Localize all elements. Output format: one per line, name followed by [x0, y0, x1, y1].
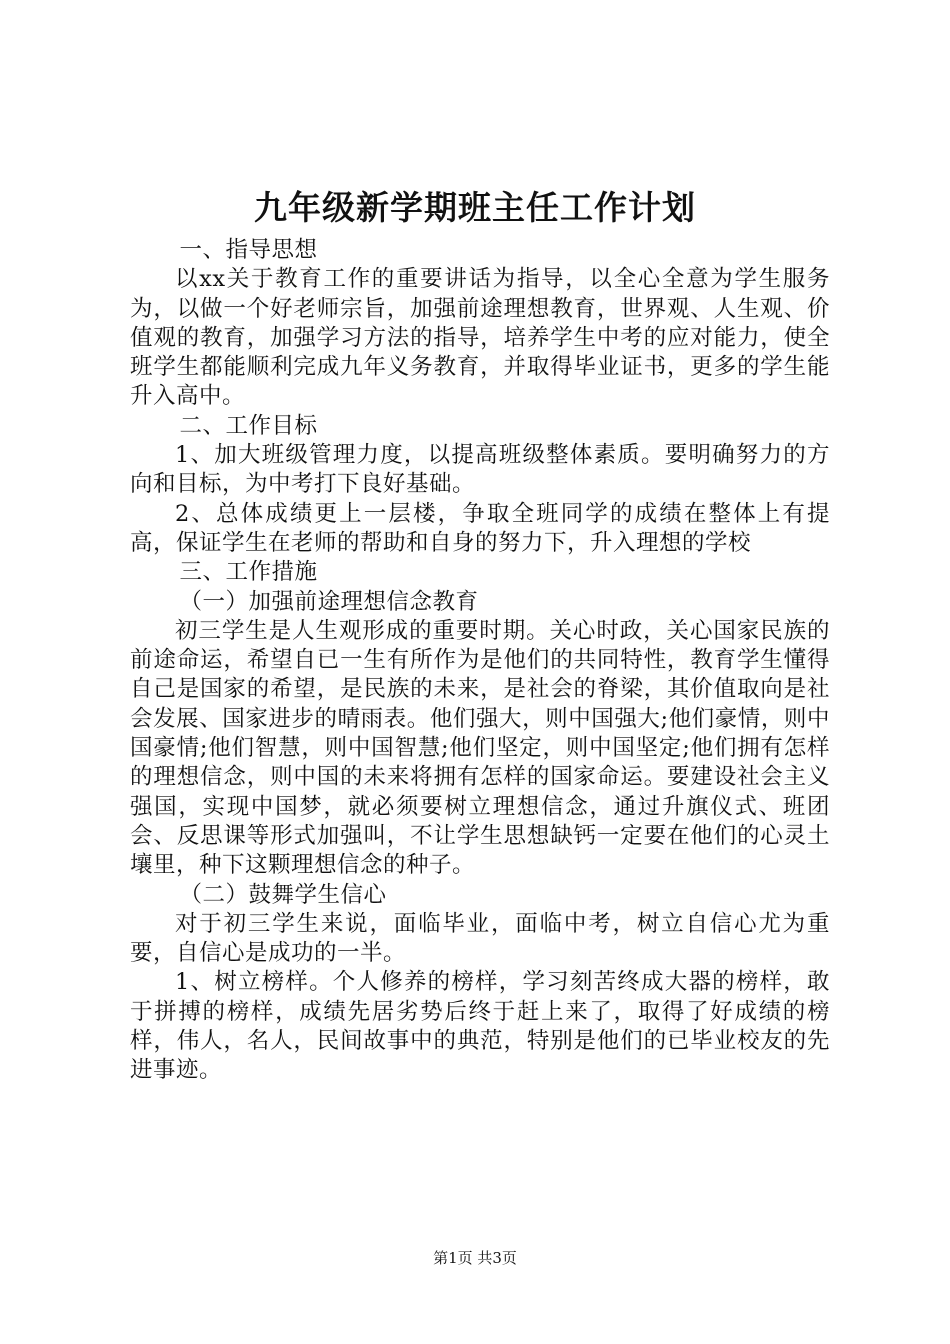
section-heading-work-goals: 二、工作目标 [179, 412, 318, 439]
paragraph-goal-1: 1、加大班级管理力度，以提高班级整体素质。要明确努力的方向和目标，为中考打下良好基础。 [130, 442, 830, 498]
subsection-heading-build-confidence: （二）鼓舞学生信心 [179, 881, 387, 908]
paragraph-ideals-education: 初三学生是人生观形成的重要时期。关心时政，关心国家民族的前途命运，希望自已一生有所作为是他们的共同特性，教育学生懂得自己是国家的希望，是民族的未来，是社会的脊梁，其价值取向是社会发展、国家进步的晴雨表。他们强大，则中国强大;他们豪情，则中国豪情;他们智慧，则中国智慧;他们坚定，则中国坚定;他们拥有怎样的理想信念，则中国的未来将拥有怎样的国家命运。要建设社会主义强国，实现中国梦，就必须要树立理想信念，通过升旗仪式、班团会、反思课等形式加强叫，不让学生思想缺钙一定要在他们的心灵土壤里，种下这颗理想信念的种子。 [130, 617, 830, 879]
paragraph-role-models: 1、树立榜样。个人修养的榜样，学习刻苦终成大器的榜样，敢于拼搏的榜样，成绩先居劣势后终于赶上来了，取得了好成绩的榜样，伟人，名人，民间故事中的典范，特别是他们的已毕业校友的先进事迹。 [130, 969, 830, 1084]
paragraph-build-confidence: 对于初三学生来说，面临毕业，面临中考，树立自信心尤为重要，自信心是成功的一半。 [130, 910, 830, 967]
section-heading-guiding-ideology: 一、指导思想 [179, 237, 318, 263]
page-footer: 第1页 共3页 [433, 1249, 517, 1267]
subsection-heading-ideals-education: （一）加强前途理想信念教育 [179, 588, 479, 615]
document-body [130, 236, 830, 1086]
document-title: 九年级新学期班主任工作计划 [254, 188, 696, 227]
section-heading-work-measures: 三、工作措施 [179, 559, 318, 586]
paragraph-guiding-ideology: 以xx关于教育工作的重要讲话为指导，以全心全意为学生服务为，以做一个好老师宗旨，加强前途理想教育，世界观、人生观、价值观的教育，加强学习方法的指导，培养学生中考的应对能力，使全班学生都能顺利完成九年义务教育，并取得毕业证书，更多的学生能升入高中。 [130, 266, 830, 410]
paragraph-goal-2: 2、总体成绩更上一层楼，争取全班同学的成绩在整体上有提高，保证学生在老师的帮助和自身的努力下，升入理想的学校 [130, 500, 830, 556]
